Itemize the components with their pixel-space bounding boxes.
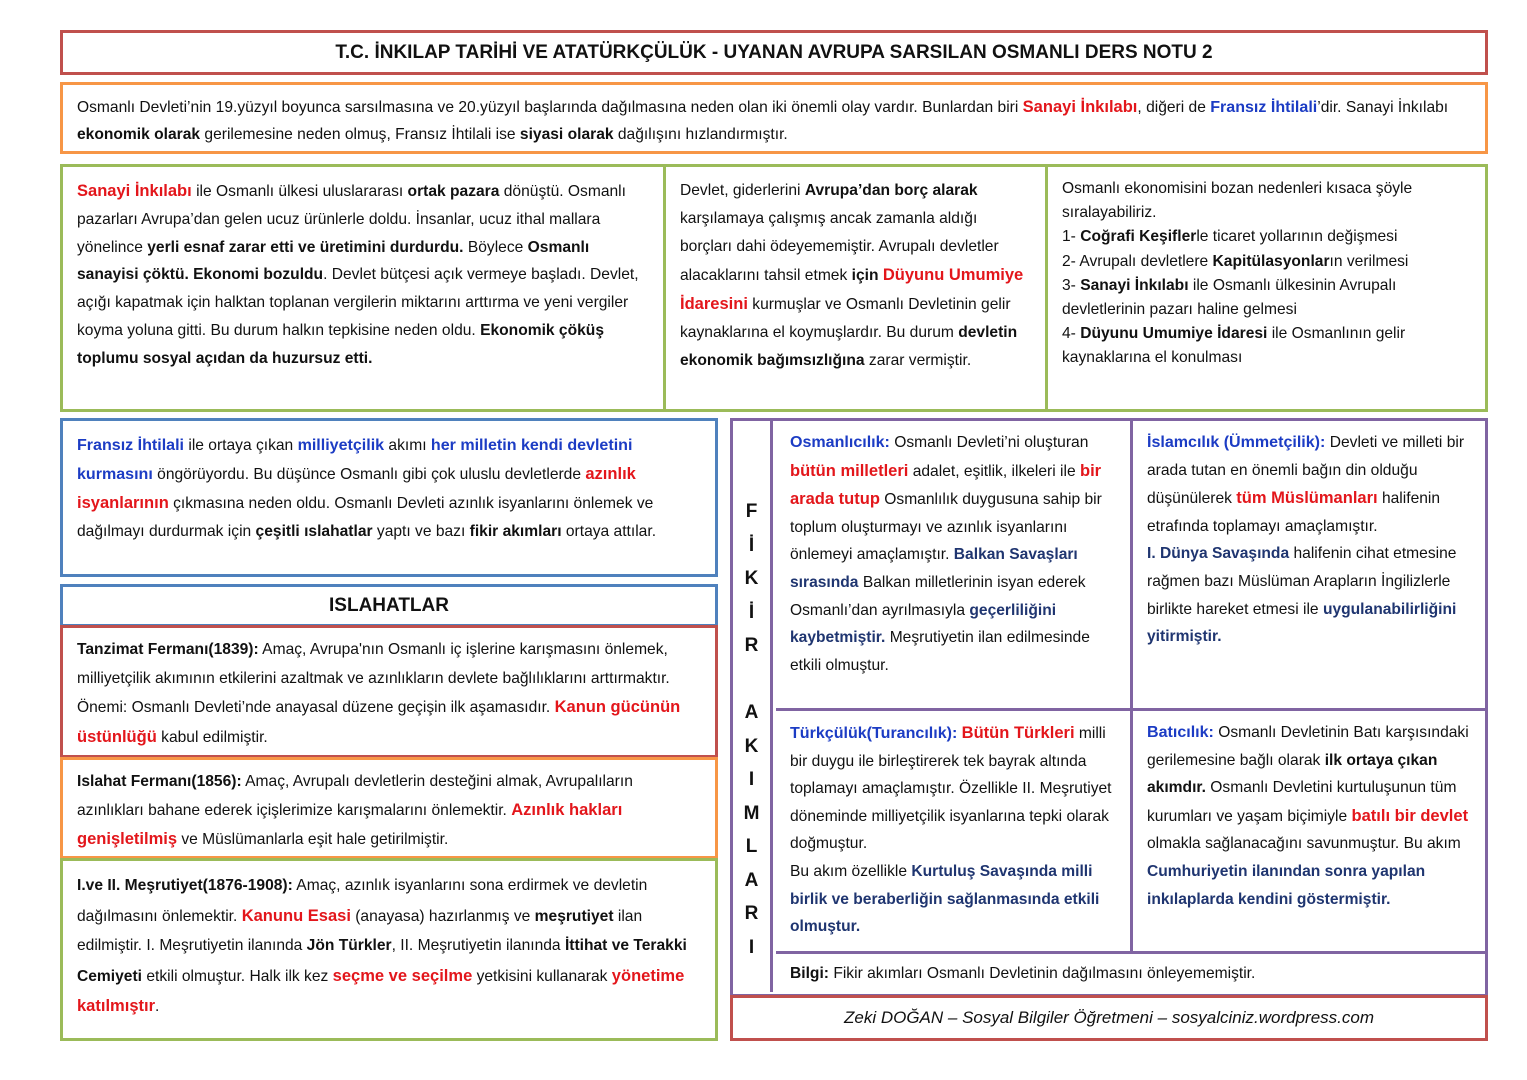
sanayi-inkilabi-text	[63, 167, 666, 409]
economy-section	[60, 164, 1488, 412]
emphasis-text: Düyunu Umumiye İdaresi	[1080, 325, 1268, 343]
emphasis-text: I. Dünya Savaşında	[1147, 545, 1290, 563]
baticilik-cell	[1133, 711, 1485, 954]
emphasis-text: yerli esnaf zarar etti ve üretimini durdurdu.	[147, 238, 464, 256]
text-run: Amaç, Avrupalı devletlerin desteğini almak, Avrupalıların azınlıkları bahane ederek içişlerimize karışmalarını önlemektir.	[77, 773, 633, 819]
emphasis-text: Kanun gücünün üstünlüğü	[77, 697, 681, 746]
emphasis-text: Kanunu Esasi	[241, 905, 351, 925]
text-run: (anayasa) hazırlanmış ve	[350, 907, 535, 925]
emphasis-text: Düyunu Umumiye İdaresini	[680, 265, 1024, 313]
text-run: milli bir duygu ile birleştirerek tek bayrak altında toplamayı amaçlamıştır. Özellikle II. Meşrutiyet döneminde milliyetçilik isyanlarına tepki olarak doğmuştur. Bu akım özellikle	[790, 725, 1112, 880]
text-run: kurmuşlar ve Osmanlı Devletinin gelir kaynaklarına el koymuşlardır. Bu durum	[680, 296, 1011, 341]
emphasis-text: Kurtuluş Savaşında milli birlik ve beraberliğin sağlanmasında etkili olmuştur.	[790, 862, 1100, 936]
emphasis-text: her milletin kendi devletini kurmasını	[77, 436, 633, 483]
emphasis-text: milliyetçilik	[297, 436, 385, 454]
emphasis-text: için	[851, 267, 879, 284]
emphasis-text: Bütün Türkleri	[961, 723, 1075, 742]
text-run: çıkmasına neden oldu. Osmanlı Devleti azınlık isyanlarını önlemek ve dağılmayı durdurmak için	[77, 495, 654, 540]
tanzimat-fermani	[60, 625, 718, 758]
emphasis-text: Tanzimat Fermanı(1839):	[77, 641, 259, 658]
text-run: Osmanlı Devleti’ni oluşturan	[889, 434, 1089, 451]
text-run: etkili olmuştur. Halk ilk kez	[142, 967, 333, 985]
emphasis-text: Türkçülük(Turancılık):	[790, 724, 958, 742]
text-run: Devlet, giderlerini	[680, 182, 805, 199]
text-run: ortaya attılar.	[561, 523, 657, 540]
islahat-fermani	[60, 757, 718, 859]
fransiz-ihtilali-text	[60, 418, 718, 577]
text-run: Osmanlı ekonomisini bozan nedenleri kısaca şöyle sıralayabiliriz. 1-	[1062, 180, 1413, 246]
vertical-letter: A	[744, 869, 759, 891]
text-run: dağılışını hızlandırmıştır.	[613, 126, 788, 143]
bilgi-note	[776, 954, 1485, 994]
vertical-letter: İ	[748, 534, 755, 556]
vertical-letter: M	[743, 802, 760, 824]
nedenler-list	[1048, 167, 1485, 409]
text-run: Böylece	[463, 238, 528, 256]
text-run: kabul edilmiştir.	[156, 728, 268, 746]
vertical-letter: I	[748, 769, 755, 790]
emphasis-text: Islahat Fermanı(1856):	[77, 773, 242, 790]
vertical-letter: L	[745, 836, 758, 857]
emphasis-text: Cumhuriyetin ilanından sonra yapılan inkılaplarda kendini göstermiştir.	[1147, 862, 1426, 908]
emphasis-text: Sanayi İnkılabı	[1022, 97, 1138, 116]
text-run: Osmanlı Devleti’nin 19.yüzyıl boyunca sarsılmasına ve 20.yüzyıl başlarında dağılmasına neden olan iki önemli olay vardır. Bunlardan biri	[77, 99, 1023, 116]
text-run: zarar vermiştir.	[864, 352, 972, 369]
text-run: Meşrutiyetin ilan edilmesinde etkili olmuştur.	[790, 629, 1090, 674]
text-run: adalet, eşitlik, ilkeleri ile	[908, 462, 1080, 480]
islamcilik-cell	[1133, 421, 1485, 711]
emphasis-text: ortak pazara	[407, 183, 500, 200]
emphasis-text: ilk ortaya çıkan akımdır.	[1147, 751, 1438, 797]
text-run: Fikir akımları Osmanlı Devletinin dağılmasını önleyememiştir.	[828, 965, 1256, 982]
turkculuk-cell	[776, 711, 1133, 954]
vertical-letter: K	[744, 568, 759, 589]
text-run: Amaç, Avrupa'nın Osmanlı iç işlerine karışmasını önlemek, milliyetçilik akımının etkilerini azaltmak ve azınlıkların devlete bağlılıklarını arttırmaktır. Önemi: Osmanlı Devleti’nde anayasal düzene geçişin ilk aşamasıdır.	[77, 641, 670, 716]
vertical-letter: I	[748, 936, 755, 958]
text-run: yaptı ve bazı	[372, 523, 470, 540]
emphasis-text: İttihat ve Terakki Cemiyeti	[77, 937, 687, 985]
text-run: dönüştü. Osmanlı pazarları Avrupa’dan gelen ucuz ürünlerle doldu. İnsanlar, ucuz ithal mallara yönelince	[77, 183, 626, 256]
emphasis-text: devletin ekonomik bağımsızlığına	[680, 324, 1018, 369]
text-run: yetkisini kullanarak	[472, 967, 612, 985]
emphasis-text: yönetime katılmıştır	[77, 965, 685, 1015]
text-run: gerilemesine neden olmuş, Fransız İhtilali ise	[200, 126, 520, 143]
text-run: Osmanlı Devletini kurtuluşunun tüm kurumları ve yaşam biçimiyle	[1147, 779, 1457, 825]
emphasis-text: Osmanlıcılık:	[790, 433, 890, 451]
islahatlar-heading: ISLAHATLAR	[60, 584, 718, 627]
vertical-letter: F	[745, 501, 758, 522]
emphasis-text: geçerliliğini kaybetmiştir.	[790, 601, 1057, 647]
text-run: ile Osmanlı ülkesinin Avrupalı devletlerinin pazarı haline gelmesi 4-	[1062, 276, 1397, 343]
emphasis-text: Batıcılık:	[1147, 723, 1214, 741]
text-run: Amaç, azınlık isyanlarını sona erdirmek ve devletin dağılmasını önlemektir.	[77, 877, 648, 925]
emphasis-text: Osmanlı sanayisi çöktü. Ekonomi bozuldu	[77, 238, 590, 284]
emphasis-text: Fransız İhtilali	[77, 436, 185, 454]
vertical-letter: R	[744, 635, 759, 656]
emphasis-text: batılı bir devlet	[1351, 805, 1469, 825]
emphasis-text: Fransız İhtilali	[1210, 98, 1318, 116]
emphasis-text: tüm Müslümanları	[1236, 488, 1378, 508]
text-run: ın verilmesi 3-	[1062, 252, 1409, 294]
emphasis-text: siyasi olarak	[519, 126, 614, 143]
text-run: ’dir. Sanayi İnkılabı	[1317, 99, 1449, 116]
vertical-letter: İ	[748, 601, 755, 623]
vertical-letter: R	[744, 903, 759, 924]
text-run: ile Osmanlının gelir kaynaklarına el konulması	[1062, 325, 1406, 367]
text-run: ile Osmanlı ülkesi uluslararası	[191, 183, 408, 200]
mesrutiyet	[60, 858, 718, 1041]
text-run: .	[155, 998, 160, 1015]
emphasis-text: uygulanabilirliğini yitirmiştir.	[1147, 600, 1457, 646]
text-run: Balkan milletlerinin isyan ederek Osmanlı’dan ayrılmasıyla	[790, 573, 1086, 619]
emphasis-text: meşrutiyet	[534, 907, 614, 925]
emphasis-text: fikir akımları	[469, 523, 562, 540]
emphasis-text: Kapitülasyonlar	[1212, 252, 1330, 270]
emphasis-text: İslamcılık (Ümmetçilik):	[1147, 433, 1326, 451]
emphasis-text: Ekonomik çöküş toplumu sosyal açıdan da huzursuz etti.	[77, 321, 604, 367]
text-run: halifenin etrafında toplamayı amaçlamıştır.	[1147, 490, 1441, 535]
emphasis-text: Sanayi İnkılabı	[1080, 276, 1189, 294]
text-run: olmakla sağlanacağını savunmuştur. Bu akım	[1147, 835, 1461, 853]
text-run: , II. Meşrutiyetin ilanında	[391, 937, 565, 954]
fikir-akimlari-vertical-label	[733, 421, 773, 992]
text-run: . Devlet bütçesi açık vermeye başladı. Devlet, açığı kapatmak için halktan toplanan vergilerin miktarını arttırma ve yeni vergiler koyma yoluna gitti. Bu durum halkın tepkisine neden oldu.	[77, 266, 639, 339]
emphasis-text: bir arada tutup	[790, 460, 1102, 509]
text-run: halifenin cihat etmesine rağmen bazı Müslüman Arapların İngilizlerle birlikte hareket etmesi ile	[1147, 545, 1457, 618]
emphasis-text: bütün milletleri	[790, 460, 909, 480]
osmanlicilik-cell	[776, 421, 1133, 711]
text-run: ilan edilmiştir. I. Meşrutiyetin ilanında	[77, 907, 643, 954]
emphasis-text: Azınlık hakları genişletilmiş	[77, 799, 623, 848]
emphasis-text: çeşitli ıslahatlar	[255, 523, 373, 540]
vertical-letter: A	[744, 702, 759, 723]
text-run: Devleti ve milleti bir arada tutan en önemli bağın din olduğu düşünülerek	[1147, 434, 1465, 508]
emphasis-text: Sanayi İnkılabı	[77, 181, 192, 200]
emphasis-text: Jön Türkler	[306, 937, 392, 954]
emphasis-text: seçme ve seçilme	[332, 965, 473, 985]
emphasis-text: Bilgi:	[790, 965, 829, 982]
vertical-letter: K	[744, 735, 759, 757]
text-run: ile ortaya çıkan	[184, 437, 298, 454]
emphasis-text: ekonomik olarak	[77, 126, 201, 143]
emphasis-text: I.ve II. Meşrutiyet(1876-1908):	[77, 877, 293, 894]
text-run: ve Müslümanlarla eşit hale getirilmiştir.	[177, 830, 449, 848]
borc-text	[666, 167, 1048, 409]
vertical-letter	[749, 663, 754, 697]
page-title: T.C. İNKILAP TARİHİ VE ATATÜRKÇÜLÜK - UYANAN AVRUPA SARSILAN OSMANLI DERS NOTU 2	[60, 30, 1488, 75]
text-run: Osmanlılık duygusuna sahip bir toplum oluşturmayı ve azınlık isyanlarını önlemeyi amaçlamıştır.	[790, 491, 1102, 564]
emphasis-text: Balkan Savaşları sırasında	[790, 546, 1078, 591]
emphasis-text: Coğrafi Keşifler	[1080, 228, 1197, 246]
text-run: , diğeri de	[1137, 99, 1211, 116]
emphasis-text: azınlık isyanlarının	[77, 464, 636, 512]
text-run: karşılamaya çalışmış ancak zamanla aldığı borçları dahi ödeyememiştir. Avrupalı devletler alacaklarını tahsil etmek	[680, 210, 999, 284]
text-run: Osmanlı Devletinin Batı karşısındaki gerilemesine bağlı olarak	[1147, 724, 1469, 769]
text-run: öngörüyordu. Bu düşünce Osmanlı gibi çok uluslu devletlerde	[152, 466, 586, 483]
intro-paragraph	[60, 82, 1488, 154]
emphasis-text: Avrupa’dan borç alarak	[804, 182, 978, 199]
text-run: le ticaret yollarının değişmesi 2- Avrupalı devletlere	[1062, 228, 1398, 270]
author-footer: Zeki DOĞAN – Sosyal Bilgiler Öğretmeni – sosyalciniz.wordpress.com	[730, 995, 1488, 1041]
text-run: akımı	[384, 437, 431, 454]
